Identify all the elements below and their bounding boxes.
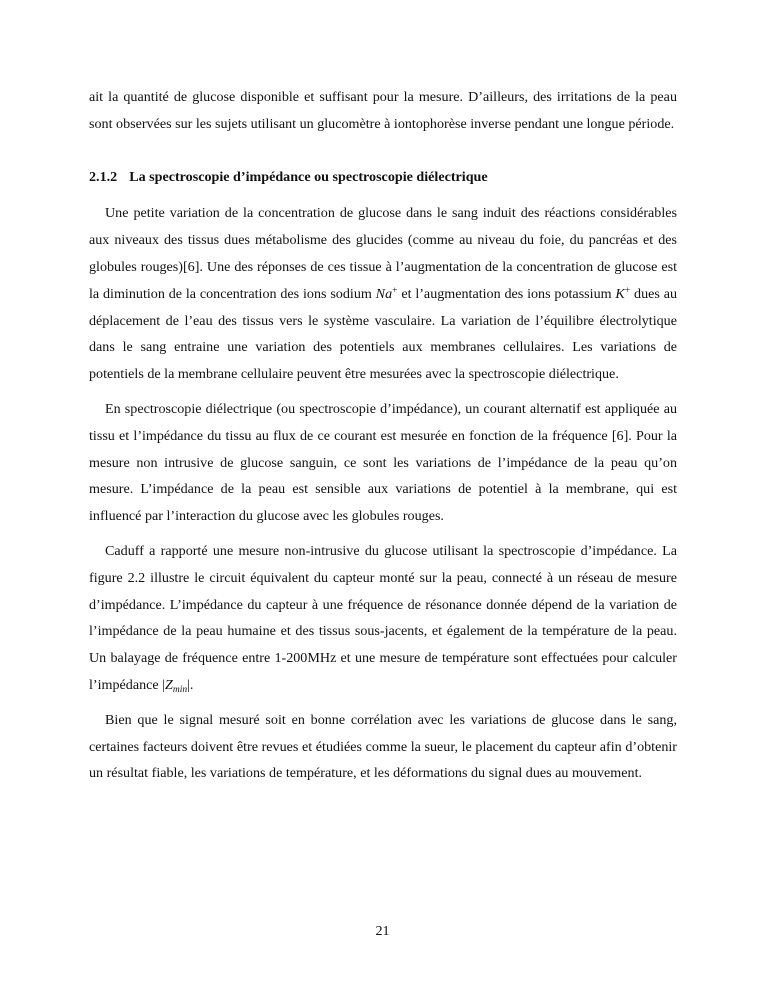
paragraph-conclusion: Bien que le signal mesuré soit en bonne corrélation avec les variations de glucose dans le sang, certaines facteurs doivent être revues et étudiées comme la sueur, le placement du capteur afin d’obtenir un résultat fiable, les variations de température, et les déformations du signal dues au mouvement. (89, 711, 677, 782)
impedance-subscript: min (172, 684, 188, 695)
paragraph-text: dues au déplacement de l’eau des tissus vers le système vasculaire. La variation de l’équilibre électrolytique dans le sang entraine une variation des potentiels aux membranes cellulaires. Les variations de potentiels de la membrane cellulaire peuvent être mesurées avec la spectroscopie diélectrique. (89, 285, 677, 383)
potassium-charge: + (624, 285, 631, 296)
paragraph-text: |. (187, 676, 194, 693)
paragraph-caduff (89, 538, 677, 699)
sodium-symbol: Na (375, 285, 393, 302)
page-number: 21 (375, 923, 390, 939)
section-number: 2.1.2 (89, 168, 118, 185)
paragraph-glucose-variation (89, 200, 677, 388)
paragraph-text: et l’augmentation des ions potassium (397, 285, 616, 302)
paragraph-text: Une petite variation de la concentration de glucose dans le sang induit des réactions considérables aux niveaux des tissus dues métabolisme des glucides (comme au niveau du foie, du pancréas et des globules rouges)[6]. Une des réponses de ces tissue à l’augmentation de la concentration de glucose est la diminution de la concentration des ions sodium (89, 205, 677, 302)
paragraph-dielectric: En spectroscopie diélectrique (ou spectroscopie d’impédance), un courant alternatif est appliquée au tissu et l’impédance du tissu au flux de ce courant est mesurée en fonction de la fréquence [6]. Pour la mesure non intrusive de glucose sanguin, ce sont les variations de l’impédance de la peau qu’on mesure. L’impédance de la peau est sensible aux variations de potentiel à la membrane, qui est influencé par l’interaction du glucose avec les globules rouges. (89, 400, 677, 525)
potassium-symbol: K (615, 285, 625, 302)
page-body (89, 84, 677, 787)
impedance-symbol: Z (165, 676, 173, 693)
paragraph-text: Caduff a rapporté une mesure non-intrusive du glucose utilisant la spectroscopie d’impédance. La figure 2.2 illustre le circuit équivalent du capteur monté sur la peau, connecté à un réseau de mesure d’impédance. L’impédance du capteur à une fréquence de résonance donnée dépend de la variation de l’impédance de la peau humaine et des tissus sous-jacents, et également de la température de la peau. Un balayage de fréquence entre 1-200MHz et une mesure de température sont effectuées pour calculer l’impédance | (89, 542, 677, 693)
section-title: La spectroscopie d’impédance ou spectroscopie diélectrique (129, 168, 488, 185)
section-heading (89, 164, 677, 191)
paragraph-continuation: ait la quantité de glucose disponible et suffisant pour la mesure. D’ailleurs, des irritations de la peau sont observées sur les sujets utilisant un glucomètre à iontophorèse inverse pendant une longue période. (89, 89, 677, 132)
sodium-charge: + (392, 285, 398, 296)
